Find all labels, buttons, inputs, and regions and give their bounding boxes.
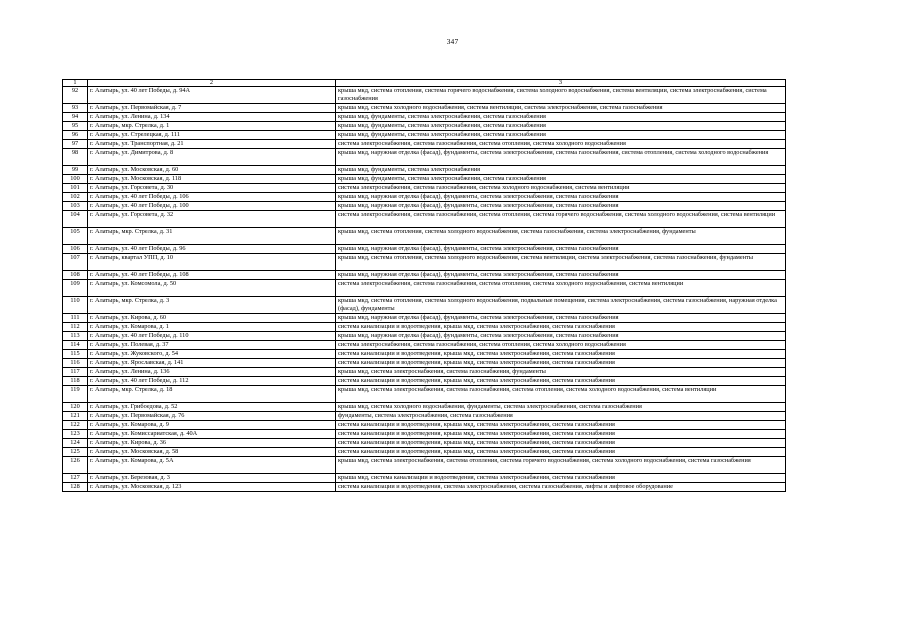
row-number-cell: 109 (63, 280, 88, 297)
repair-program-table (62, 79, 786, 492)
row-number-cell: 116 (63, 359, 88, 368)
header-col-works: 3 (336, 80, 786, 87)
row-number-cell: 107 (63, 254, 88, 271)
row-number-cell: 105 (63, 228, 88, 245)
works-cell: система электроснабжения, система газоснабжения, система отопления, система холодного водоснабжения, система вентиляции (336, 280, 786, 297)
address-cell: г. Алатырь, мкр. Стрелка, д. 1 (88, 122, 336, 131)
address-cell: г. Алатырь, квартал УПП, д. 10 (88, 254, 336, 271)
address-cell: г. Алатырь, ул. Комиссариатская, д. 40А (88, 430, 336, 439)
address-cell: г. Алатырь, ул. 40 лет Победы, д. 100 (88, 202, 336, 211)
row-number-cell: 92 (63, 87, 88, 104)
works-cell: крыша мкд, фундаменты, система электроснабжения, система газоснабжения (336, 175, 786, 184)
works-cell: система электроснабжения, система газоснабжения, система отопления, система горячего водоснабжения, система холодного водоснабжения, система вентиляции (336, 211, 786, 228)
table-row (63, 332, 786, 341)
works-cell: крыша мкд, фундаменты, система электроснабжения, система газоснабжения (336, 122, 786, 131)
row-number-cell: 126 (63, 457, 88, 474)
row-number-cell: 113 (63, 332, 88, 341)
address-cell: г. Алатырь, ул. Московская, д. 60 (88, 166, 336, 175)
works-cell: крыша мкд, система холодного водоснабжения, фундаменты, система электроснабжения, система газоснабжения (336, 403, 786, 412)
address-cell: г. Алатырь, ул. Комарова, д. 9 (88, 421, 336, 430)
address-cell: г. Алатырь, ул. Горсовета, д. 32 (88, 211, 336, 228)
table-row (63, 245, 786, 254)
works-cell: фундаменты, система электроснабжения, система газоснабжения (336, 412, 786, 421)
row-number-cell: 93 (63, 104, 88, 113)
table-row (63, 421, 786, 430)
row-number-cell: 121 (63, 412, 88, 421)
row-number-cell: 117 (63, 368, 88, 377)
row-number-cell: 119 (63, 386, 88, 403)
row-number-cell: 122 (63, 421, 88, 430)
works-cell: крыша мкд, система электроснабжения, система газоснабжения, система отопления, система холодного водоснабжения, система вентиляции (336, 386, 786, 403)
table-row (63, 297, 786, 314)
table-row (63, 403, 786, 412)
address-cell: г. Алатырь, ул. Стрелецкая, д. 111 (88, 131, 336, 140)
address-cell: г. Алатырь, ул. Горсовета, д. 30 (88, 184, 336, 193)
works-cell: крыша мкд, система холодного водоснабжения, система вентиляции, система электроснабжения, система газоснабжения (336, 104, 786, 113)
table-row (63, 228, 786, 245)
table-row (63, 430, 786, 439)
row-number-cell: 103 (63, 202, 88, 211)
table-row (63, 149, 786, 166)
address-cell: г. Алатырь, ул. 40 лет Победы, д. 106 (88, 193, 336, 202)
table-row (63, 254, 786, 271)
address-cell: г. Алатырь, ул. Кирова, д. 60 (88, 314, 336, 323)
table-row (63, 87, 786, 104)
works-cell: крыша мкд, фундаменты, система электроснабжения (336, 166, 786, 175)
row-number-cell: 115 (63, 350, 88, 359)
works-cell: система электроснабжения, система газоснабжения, система отопления, система холодного водоснабжения (336, 341, 786, 350)
row-number-cell: 128 (63, 483, 88, 492)
works-cell: крыша мкд, система канализации и водоотведения, система электроснабжения, система газоснабжения (336, 474, 786, 483)
works-cell: крыша мкд, система электроснабжения, система отопления, система горячего водоснабжения, система холодного водоснабжения, система газоснабжения (336, 457, 786, 474)
works-cell: система канализации и водоотведения, крыша мкд, система электроснабжения, система газоснабжения (336, 359, 786, 368)
row-number-cell: 111 (63, 314, 88, 323)
table-row (63, 448, 786, 457)
works-cell: крыша мкд, наружная отделка (фасад), фундаменты, система электроснабжения, система газоснабжения, система отопления, система холодного водоснабжения (336, 149, 786, 166)
works-cell: крыша мкд, система отопления, система горячего водоснабжения, система холодного водоснабжения, система вентиляции, система электроснабжения, система газоснабжения (336, 87, 786, 104)
row-number-cell: 96 (63, 131, 88, 140)
row-number-cell: 104 (63, 211, 88, 228)
works-cell: крыша мкд, система отопления, система холодного водоснабжения, система газоснабжения, система электроснабжения, фундаменты (336, 228, 786, 245)
table-row (63, 140, 786, 149)
works-cell: система канализации и водоотведения, крыша мкд, система электроснабжения, система газоснабжения (336, 421, 786, 430)
works-cell: система канализации и водоотведения, крыша мкд, система электроснабжения, система газоснабжения (336, 448, 786, 457)
row-number-cell: 114 (63, 341, 88, 350)
table-row (63, 377, 786, 386)
address-cell: г. Алатырь, ул. 40 лет Победы, д. 108 (88, 271, 336, 280)
works-cell: крыша мкд, наружная отделка (фасад), фундаменты, система электроснабжения, система газоснабжения (336, 193, 786, 202)
row-number-cell: 99 (63, 166, 88, 175)
table-row (63, 271, 786, 280)
row-number-cell: 112 (63, 323, 88, 332)
row-number-cell: 125 (63, 448, 88, 457)
row-number-cell: 110 (63, 297, 88, 314)
address-cell: г. Алатырь, ул. 40 лет Победы, д. 94А (88, 87, 336, 104)
row-number-cell: 124 (63, 439, 88, 448)
table-row (63, 104, 786, 113)
address-cell: г. Алатырь, ул. Димитрова, д. 8 (88, 149, 336, 166)
table-row (63, 323, 786, 332)
address-cell: г. Алатырь, ул. Московская, д. 58 (88, 448, 336, 457)
works-cell: система канализации и водоотведения, крыша мкд, система электроснабжения, система газоснабжения (336, 377, 786, 386)
works-cell: крыша мкд, система отопления, система холодного водоснабжения, система вентиляции, система электроснабжения, система газоснабжения, фундаменты (336, 254, 786, 271)
table-row (63, 122, 786, 131)
row-number-cell: 120 (63, 403, 88, 412)
row-number-cell: 102 (63, 193, 88, 202)
table-row (63, 412, 786, 421)
works-cell: система канализации и водоотведения, система электроснабжения, система газоснабжения, лифты и лифтовое оборудование (336, 483, 786, 492)
row-number-cell: 94 (63, 113, 88, 122)
table-row (63, 166, 786, 175)
address-cell: г. Алатырь, ул. Ярославская, д. 141 (88, 359, 336, 368)
address-cell: г. Алатырь, ул. Московская, д. 118 (88, 175, 336, 184)
works-cell: крыша мкд, наружная отделка (фасад), фундаменты, система электроснабжения, система газоснабжения (336, 314, 786, 323)
table-row (63, 280, 786, 297)
works-cell: система канализации и водоотведения, крыша мкд, система электроснабжения, система газоснабжения (336, 350, 786, 359)
address-cell: г. Алатырь, ул. Первомайская, д. 76 (88, 412, 336, 421)
address-cell: г. Алатырь, ул. Комсомола, д. 50 (88, 280, 336, 297)
row-number-cell: 101 (63, 184, 88, 193)
table-body (63, 87, 786, 492)
address-cell: г. Алатырь, ул. Первомайская, д. 7 (88, 104, 336, 113)
address-cell: г. Алатырь, мкр. Стрелка, д. 31 (88, 228, 336, 245)
row-number-cell: 118 (63, 377, 88, 386)
address-cell: г. Алатырь, мкр. Стрелка, д. 18 (88, 386, 336, 403)
row-number-cell: 95 (63, 122, 88, 131)
address-cell: г. Алатырь, ул. Полевая, д. 37 (88, 341, 336, 350)
row-number-cell: 123 (63, 430, 88, 439)
address-cell: г. Алатырь, ул. Комарова, д. 1 (88, 323, 336, 332)
table-row (63, 202, 786, 211)
address-cell: г. Алатырь, ул. Грибоедова, д. 52 (88, 403, 336, 412)
address-cell: г. Алатырь, ул. 40 лет Победы, д. 96 (88, 245, 336, 254)
table-row (63, 483, 786, 492)
row-number-cell: 98 (63, 149, 88, 166)
table-row (63, 350, 786, 359)
works-cell: система электроснабжения, система газоснабжения, система холодного водоснабжения, система вентиляции (336, 184, 786, 193)
address-cell: г. Алатырь, ул. Ленина, д. 134 (88, 113, 336, 122)
address-cell: г. Алатырь, ул. Жуковского, д. 54 (88, 350, 336, 359)
address-cell: г. Алатырь, ул. 40 лет Победы, д. 110 (88, 332, 336, 341)
works-cell: система канализации и водоотведения, крыша мкд, система электроснабжения, система газоснабжения (336, 439, 786, 448)
works-cell: крыша мкд, система отопления, система холодного водоснабжения, подвальные помещения, система электроснабжения, система газоснабжения, наружная отделка (фасад), фундаменты (336, 297, 786, 314)
works-cell: крыша мкд, наружная отделка (фасад), фундаменты, система электроснабжения, система газоснабжения (336, 245, 786, 254)
table-row (63, 457, 786, 474)
row-number-cell: 97 (63, 140, 88, 149)
works-cell: крыша мкд, фундаменты, система электроснабжения, система газоснабжения (336, 131, 786, 140)
table-header-row (63, 80, 786, 87)
address-cell: г. Алатырь, ул. 40 лет Победы, д. 112 (88, 377, 336, 386)
row-number-cell: 108 (63, 271, 88, 280)
row-number-cell: 100 (63, 175, 88, 184)
works-cell: крыша мкд, наружная отделка (фасад), фундаменты, система электроснабжения, система газоснабжения (336, 271, 786, 280)
address-cell: г. Алатырь, ул. Транспортная, д. 21 (88, 140, 336, 149)
table-row (63, 314, 786, 323)
address-cell: г. Алатырь, мкр. Стрелка, д. 3 (88, 297, 336, 314)
works-cell: крыша мкд, наружная отделка (фасад), фундаменты, система электроснабжения, система газоснабжения (336, 332, 786, 341)
header-col-number: 1 (63, 80, 88, 87)
table-row (63, 175, 786, 184)
header-col-address: 2 (88, 80, 336, 87)
page-number: 347 (446, 37, 459, 46)
works-cell: крыша мкд, система электроснабжения, система газоснабжения, фундаменты (336, 368, 786, 377)
works-cell: система электроснабжения, система газоснабжения, система отопления, система холодного водоснабжения (336, 140, 786, 149)
table-row (63, 368, 786, 377)
table-row (63, 184, 786, 193)
table-row (63, 474, 786, 483)
address-cell: г. Алатырь, ул. Березовая, д. 3 (88, 474, 336, 483)
address-cell: г. Алатырь, ул. Комарова, д. 5А (88, 457, 336, 474)
table-row (63, 193, 786, 202)
table-row (63, 341, 786, 350)
table-row (63, 359, 786, 368)
works-cell: система канализации и водоотведения, крыша мкд, система электроснабжения, система газоснабжения (336, 430, 786, 439)
table-row (63, 439, 786, 448)
works-cell: крыша мкд, фундаменты, система электроснабжения, система газоснабжения (336, 113, 786, 122)
works-cell: крыша мкд, наружная отделка (фасад), фундаменты, система электроснабжения, система газоснабжения (336, 202, 786, 211)
address-cell: г. Алатырь, ул. Ленина, д. 136 (88, 368, 336, 377)
address-cell: г. Алатырь, ул. Московская, д. 123 (88, 483, 336, 492)
works-cell: система канализации и водоотведения, крыша мкд, система электроснабжения, система газоснабжения (336, 323, 786, 332)
row-number-cell: 106 (63, 245, 88, 254)
address-cell: г. Алатырь, ул. Кирова, д. 36 (88, 439, 336, 448)
table-row (63, 386, 786, 403)
table-row (63, 113, 786, 122)
table-row (63, 211, 786, 228)
table-row (63, 131, 786, 140)
row-number-cell: 127 (63, 474, 88, 483)
